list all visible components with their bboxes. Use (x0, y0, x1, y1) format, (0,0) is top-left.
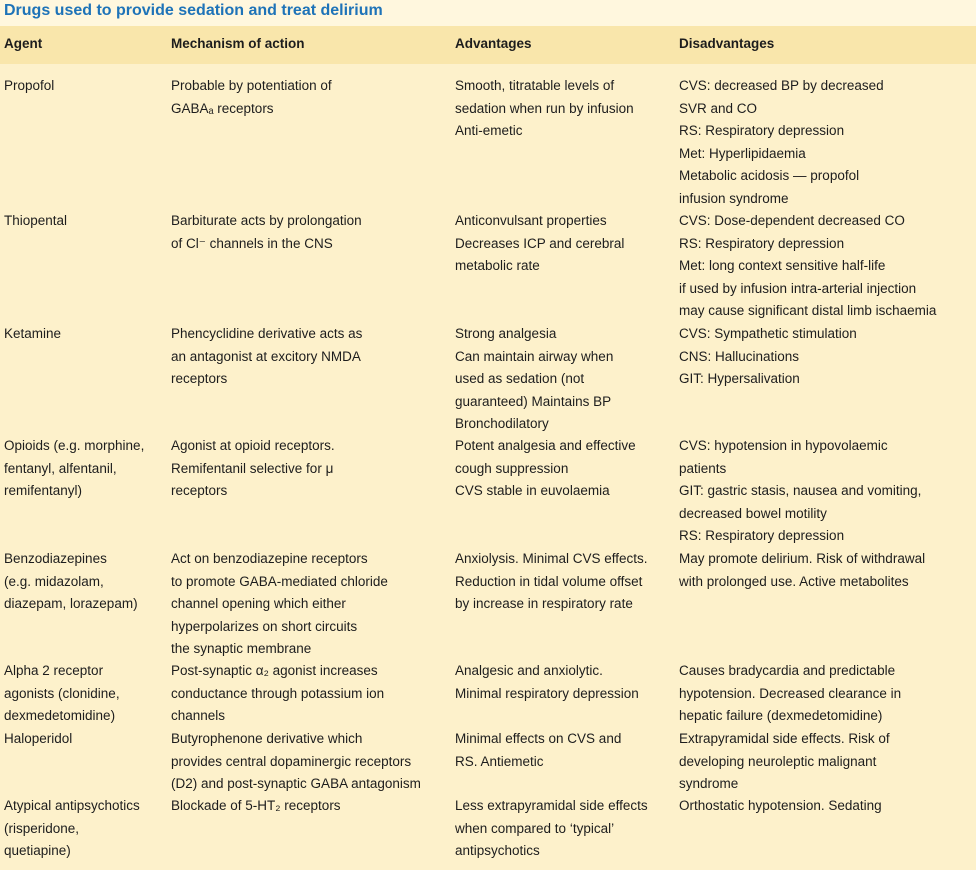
cell-line: hypotension. Decreased clearance in (679, 685, 902, 701)
cell-line: agonists (clonidine, (4, 685, 120, 701)
title-bar (0, 0, 976, 26)
cell-line: Ketamine (4, 326, 62, 341)
cell-line: Act on benzodiazepine receptors (171, 551, 368, 566)
cell-line: receptors (171, 483, 228, 498)
cell-line: Thiopental (4, 213, 68, 228)
cell-line: CVS: Dose-dependent decreased CO (679, 213, 905, 228)
cell-line: diazepam, lorazepam) (4, 596, 138, 611)
header-mechanism: Mechanism of action (171, 36, 305, 51)
cell-line: CVS: Sympathetic stimulation (679, 326, 857, 341)
cell-line: remifentanyl) (4, 483, 83, 498)
cell-line: patients (679, 460, 727, 476)
cell-line: Benzodiazepines (4, 551, 107, 566)
cell-line: Agonist at opioid receptors. (171, 438, 335, 453)
cell-line: Post-synaptic α₂ agonist increases (171, 663, 378, 678)
cell-line: Barbiturate acts by prolongation (171, 213, 362, 228)
cell-disadvantages (679, 323, 857, 391)
cell-line: Decreases ICP and cerebral (455, 235, 625, 251)
cell-line: Less extrapyramidal side effects (455, 798, 648, 813)
cell-advantages (455, 660, 639, 705)
cell-line: Remifentanil selective for μ (171, 460, 334, 476)
cell-line: the synaptic membrane (171, 641, 312, 656)
cell-line: decreased bowel motility (679, 505, 827, 521)
cell-mechanism (171, 795, 341, 818)
cell-disadvantages (679, 660, 901, 728)
cell-line: infusion syndrome (679, 190, 789, 206)
cell-line: Phencyclidine derivative acts as (171, 326, 363, 341)
cell-line: (e.g. midazolam, (4, 573, 104, 589)
cell-line: (D2) and post-synaptic GABA antagonism (171, 776, 421, 791)
cell-line: syndrome (679, 776, 739, 791)
cell-line: quetiapine) (4, 843, 71, 858)
cell-line: CVS stable in euvolaemia (455, 483, 610, 498)
header-disadvantages: Disadvantages (679, 36, 775, 51)
cell-line: Haloperidol (4, 731, 73, 746)
cell-line: Opioids (e.g. morphine, (4, 438, 145, 453)
cell-line: to promote GABA-mediated chloride (171, 573, 388, 589)
cell-line: Orthostatic hypotension. Sedating (679, 798, 882, 813)
cell-line: hyperpolarizes on short circuits (171, 618, 358, 634)
cell-agent (4, 323, 61, 346)
cell-agent (4, 728, 72, 751)
cell-line: Strong analgesia (455, 326, 557, 341)
cell-agent (4, 548, 138, 616)
cell-line: Propofol (4, 78, 55, 93)
cell-advantages (455, 75, 634, 143)
cell-line: Minimal effects on CVS and (455, 731, 622, 746)
cell-line: Anti-emetic (455, 123, 523, 138)
cell-disadvantages (679, 435, 921, 548)
cell-line: may cause significant distal limb ischaemia (679, 303, 937, 318)
cell-line: guaranteed) Maintains BP (455, 393, 612, 409)
cell-advantages (455, 795, 648, 863)
cell-line: antipsychotics (455, 843, 540, 858)
cell-line: Met: long context sensitive half-life (679, 258, 886, 273)
cell-agent (4, 795, 140, 863)
cell-disadvantages (679, 548, 925, 593)
cell-mechanism (171, 210, 362, 255)
cell-line: receptors (171, 371, 228, 386)
cell-line: with prolonged use. Active metabolites (679, 573, 909, 589)
cell-line: metabolic rate (455, 258, 540, 273)
cell-line: CVS: hypotension in hypovolaemic (679, 438, 888, 453)
cell-line: Reduction in tidal volume offset (455, 573, 643, 589)
cell-line: Anticonvulsant properties (455, 213, 607, 228)
cell-advantages (455, 548, 648, 616)
table-title: Drugs used to provide sedation and treat delirium (4, 2, 383, 19)
cell-line: Smooth, titratable levels of (455, 78, 615, 93)
cell-agent (4, 435, 144, 503)
cell-line: Blockade of 5-HT₂ receptors (171, 798, 341, 813)
cell-line: Butyrophenone derivative which (171, 731, 363, 746)
cell-agent (4, 210, 67, 233)
cell-line: (risperidone, (4, 820, 80, 836)
cell-line: Can maintain airway when (455, 348, 614, 364)
cell-line: Atypical antipsychotics (4, 798, 140, 813)
cell-line: Probable by potentiation of (171, 78, 332, 93)
cell-line: May promote delirium. Risk of withdrawal (679, 551, 926, 566)
cell-line: SVR and CO (679, 100, 758, 116)
cell-line: an antagonist at excitory NMDA (171, 348, 361, 364)
cell-line: Bronchodilatory (455, 416, 549, 431)
cell-line: when compared to ‘typical’ (455, 820, 615, 836)
cell-line: GIT: gastric stasis, nausea and vomiting, (679, 483, 922, 498)
cell-line: fentanyl, alfentanil, (4, 460, 117, 476)
cell-line: Met: Hyperlipidaemia (679, 145, 806, 161)
table-body (0, 64, 976, 870)
cell-line: Extrapyramidal side effects. Risk of (679, 731, 890, 746)
cell-advantages (455, 435, 636, 503)
cell-line: conductance through potassium ion (171, 685, 385, 701)
cell-line: RS: Respiratory depression (679, 235, 845, 251)
cell-line: Metabolic acidosis — propofol (679, 168, 860, 183)
cell-line: by increase in respiratory rate (455, 596, 633, 611)
cell-disadvantages (679, 795, 882, 818)
header-agent: Agent (4, 36, 43, 51)
cell-agent (4, 75, 54, 98)
cell-disadvantages (679, 210, 936, 323)
cell-line: dexmedetomidine) (4, 708, 116, 723)
cell-mechanism (171, 660, 384, 728)
cell-line: provides central dopaminergic receptors (171, 753, 412, 769)
cell-line: RS: Respiratory depression (679, 123, 845, 138)
cell-agent (4, 660, 120, 728)
cell-line: CNS: Hallucinations (679, 348, 800, 364)
cell-line: Alpha 2 receptor (4, 663, 104, 678)
cell-line: RS: Respiratory depression (679, 528, 845, 543)
cell-advantages (455, 210, 624, 278)
cell-line: channels (171, 708, 226, 723)
cell-line: Minimal respiratory depression (455, 685, 639, 701)
header-advantages: Advantages (455, 36, 532, 51)
cell-line: used as sedation (not (455, 371, 585, 386)
cell-line: channel opening which either (171, 596, 346, 611)
cell-mechanism (171, 323, 362, 391)
cell-line: GABAₐ receptors (171, 100, 274, 116)
cell-disadvantages (679, 728, 890, 796)
cell-line: RS. Antiemetic (455, 753, 544, 769)
cell-line: developing neuroleptic malignant (679, 753, 877, 769)
cell-line: of Cl⁻ channels in the CNS (171, 235, 333, 251)
cell-line: sedation when run by infusion (455, 100, 634, 116)
cell-line: GIT: Hypersalivation (679, 371, 800, 386)
cell-mechanism (171, 548, 388, 661)
cell-advantages (455, 323, 613, 436)
cell-mechanism (171, 728, 421, 796)
cell-line: Anxiolysis. Minimal CVS effects. (455, 551, 648, 566)
cell-line: CVS: decreased BP by decreased (679, 78, 884, 93)
cell-advantages (455, 728, 621, 773)
cell-line: hepatic failure (dexmedetomidine) (679, 708, 883, 723)
cell-disadvantages (679, 75, 884, 210)
table-header-row (0, 26, 976, 64)
cell-mechanism (171, 435, 335, 503)
cell-line: Potent analgesia and effective (455, 438, 636, 453)
cell-line: Causes bradycardia and predictable (679, 663, 896, 678)
cell-mechanism (171, 75, 332, 120)
cell-line: cough suppression (455, 460, 569, 476)
cell-line: if used by infusion intra-arterial injection (679, 280, 917, 296)
cell-line: Analgesic and anxiolytic. (455, 663, 603, 678)
